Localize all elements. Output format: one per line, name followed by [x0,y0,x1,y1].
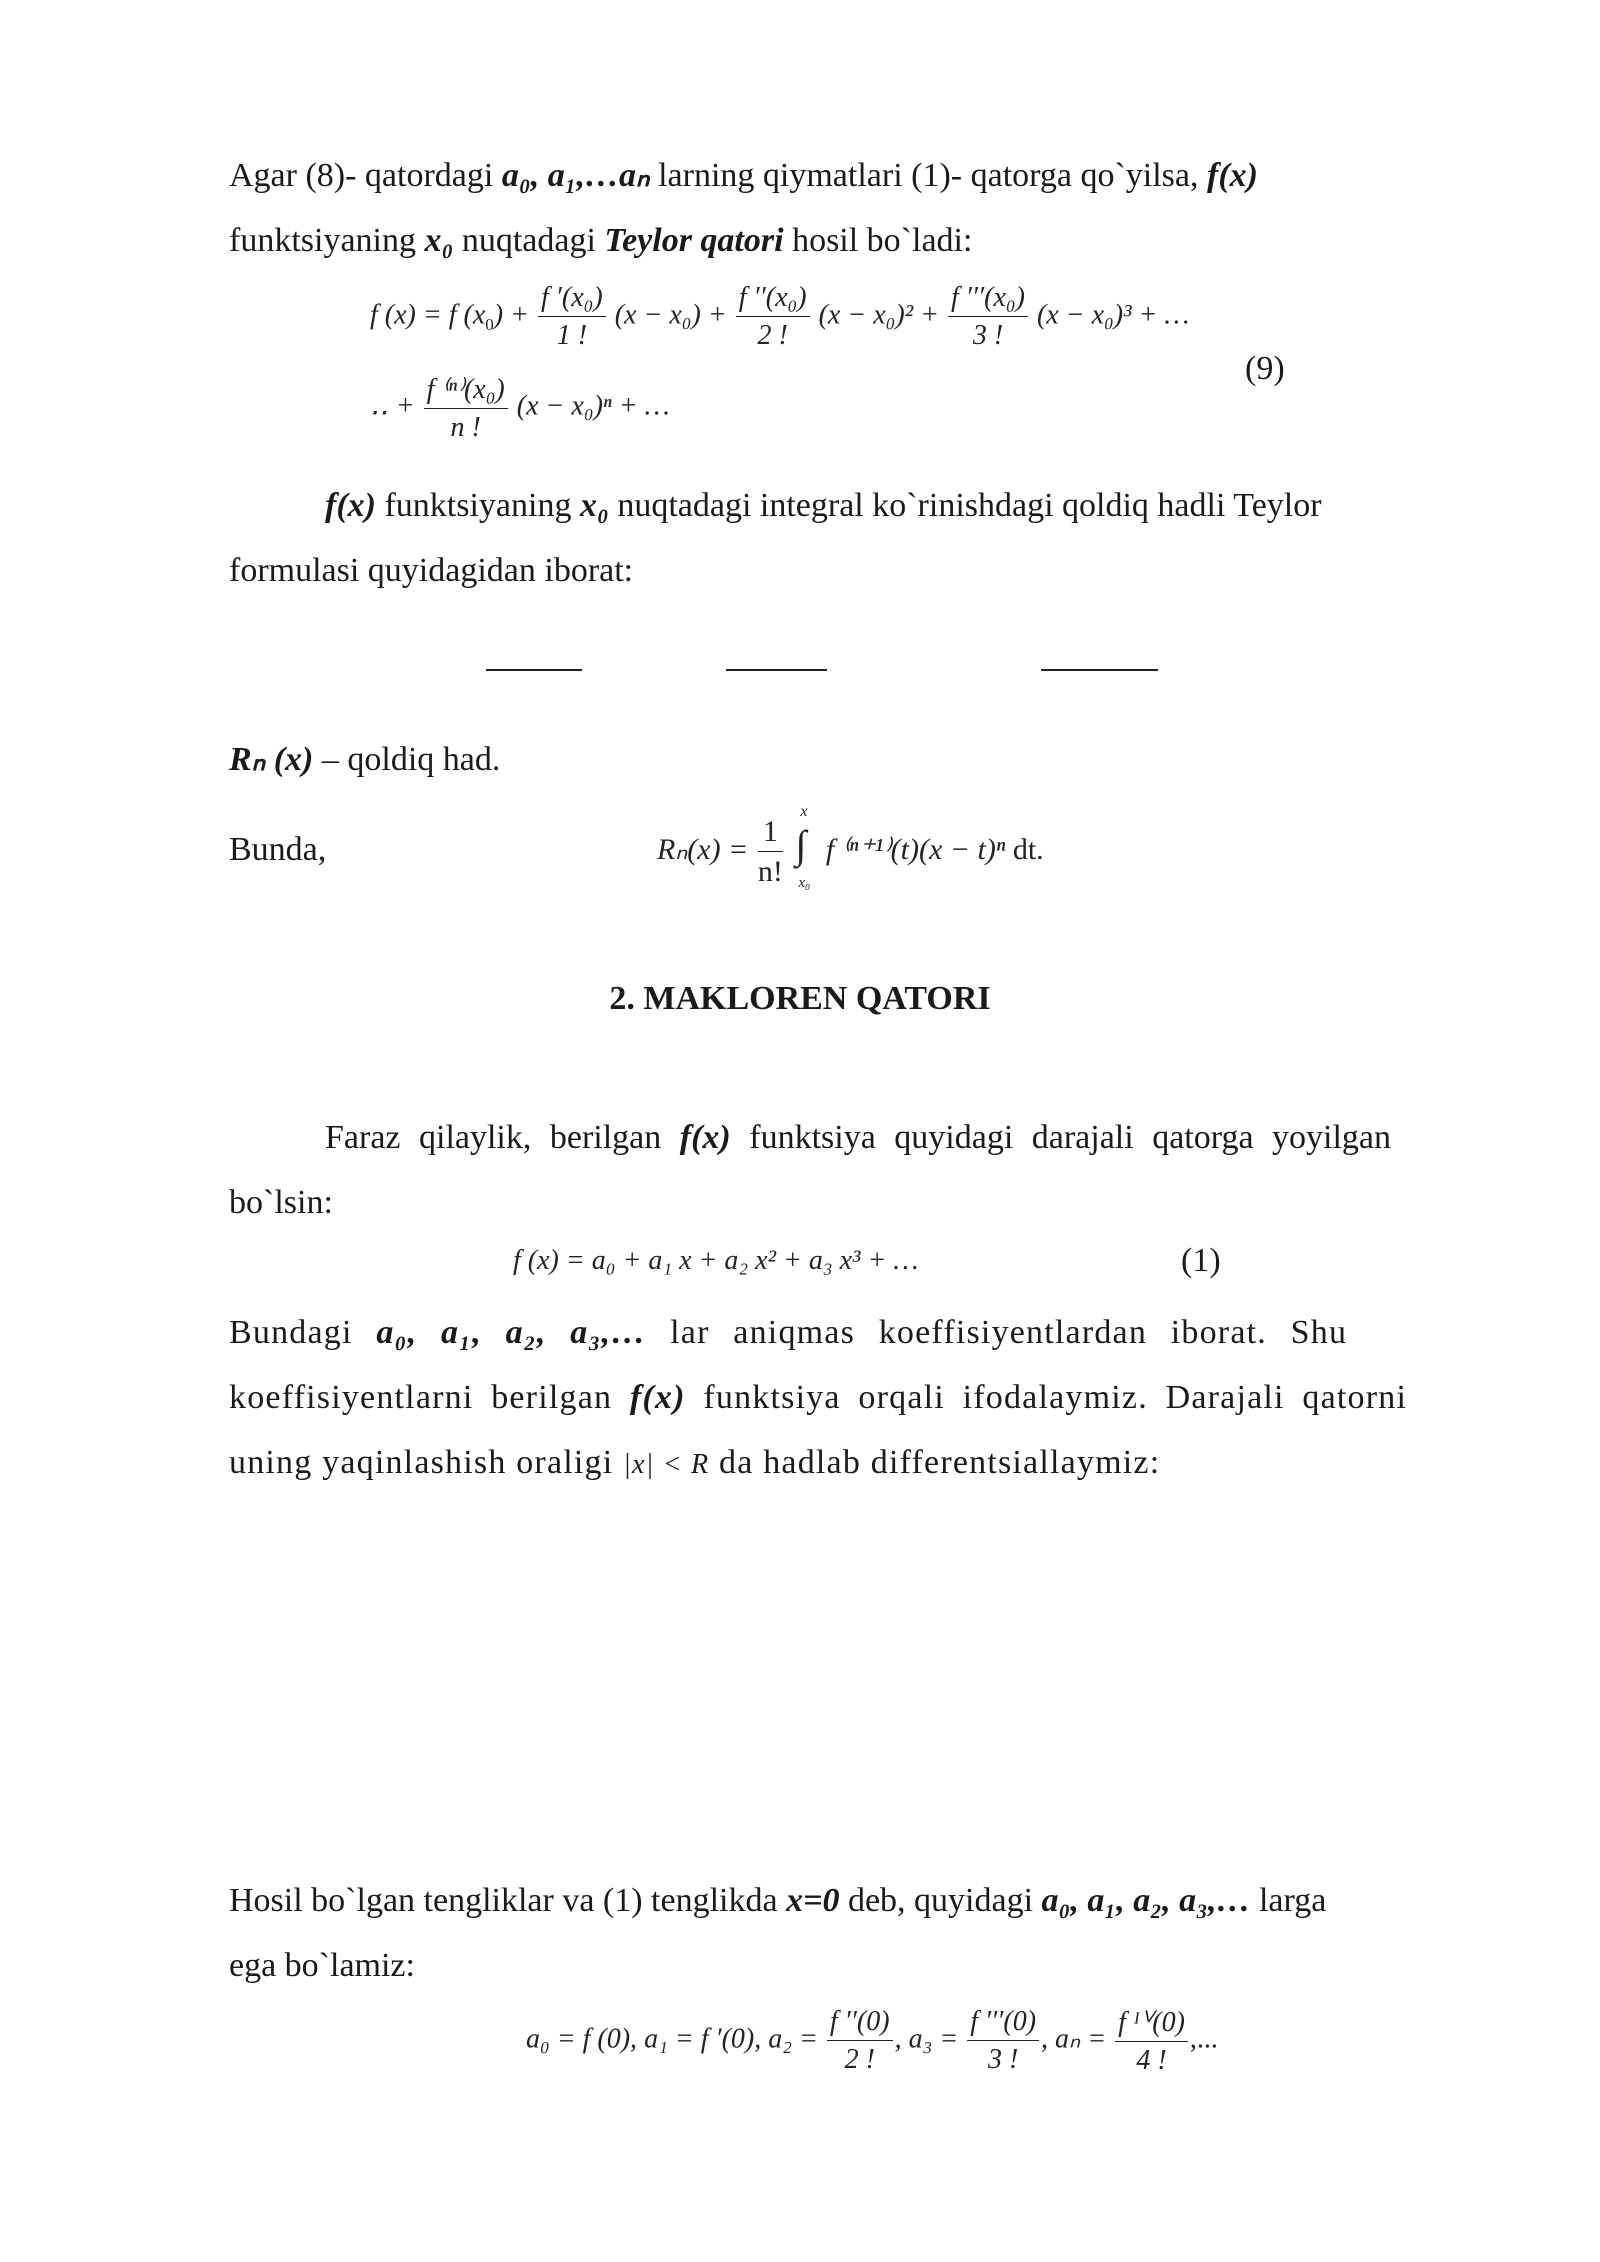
fx-label: f(x) [1207,157,1258,194]
text-run: funktsiya orqali ifodalaymiz. Darajali qatorni [685,1379,1408,1416]
paragraph-hosil-line2: ega bo`lamiz: [229,1947,415,1984]
fraction [736,282,810,352]
text-run: Agar (8)- qatordagi [229,157,502,194]
dt-text: dt. [1012,832,1044,866]
fraction-numerator: f ′′(x₀) [736,282,810,317]
eq-text: a₀ = f (0), [526,2023,638,2055]
bunda-word: Bunda, [229,831,327,868]
fraction-denominator: 2 ! [757,320,788,351]
text-run: Faraz qilaylik, berilgan [325,1119,680,1156]
fraction-numerator: f ᴵⱽ(0) [1115,2005,1188,2042]
fraction [948,282,1028,352]
coefficient-formulas [526,2005,1218,2077]
paragraph-makloren-intro-line2: bo`lsin: [229,1184,333,1221]
integral-upper-limit: x [800,803,808,820]
paragraph-integral-remainder-line2: formulasi quyidagidan iborat: [229,552,634,589]
eq-text: ) + [493,299,529,331]
fraction-numerator: f ⁽ⁿ⁾(x₀) [424,372,508,409]
fraction [967,2006,1039,2076]
fraction-numerator: 1 [758,815,783,852]
paragraph-hosil [229,1878,1489,1924]
integrand: f ⁽ⁿ⁺¹⁾(t)(x − t)ⁿ [825,832,1006,866]
x-equals-zero: x=0 [786,1882,840,1919]
eq-text: (x − x₀)³ + … [1036,299,1190,331]
paragraph-coefficients-line3 [229,1440,1160,1486]
fraction-numerator: f ′′(0) [827,2006,893,2041]
coef-a0: a₀, [501,157,540,194]
text-run: hosil bo`ladi: [783,222,973,259]
fx-label: f(x) [325,487,376,524]
text-run: Hosil bo`lgan tengliklar va (1) tenglikda [229,1882,787,1919]
eq-text: (x − x₀)² + [818,299,940,331]
equation-9-line2 [370,372,670,444]
text-run: da hadlab differentsiallaymiz: [709,1444,1161,1481]
text-run: – qoldiq had. [313,741,501,778]
fraction-denominator: 3 ! [972,320,1004,351]
fraction [538,282,606,352]
fraction-denominator: 1 ! [556,320,588,351]
text-run: deb, quyidagi [839,1882,1042,1919]
fx-label: f(x) [679,1119,731,1156]
fraction-numerator: f ′(x₀) [538,282,606,317]
equation-1: f (x) = a₀ + a₁ x + a₂ x² + a₃ x³ + … [513,1245,919,1276]
fraction-numerator: f ′′′(0) [967,2006,1039,2041]
paragraph-makloren-intro [229,1115,1485,1161]
text-run: funktsiyaning [229,222,425,259]
paragraph-integral-remainder [229,483,1485,529]
x0-label: x₀ [579,487,609,524]
eq-text: ‥ + [370,390,415,422]
fraction-denominator: 4 ! [1136,2045,1167,2076]
fraction [827,2006,893,2076]
remainder-definition [229,737,500,783]
coef-a1-an: a₁,…aₙ [547,157,650,194]
text-run: uning yaqinlashish oraligi [229,1444,624,1481]
fraction-denominator: 2 ! [844,2044,875,2075]
remainder-integral-formula [657,803,1044,891]
section-heading: 2. MAKLOREN QATORI [609,980,991,1017]
paragraph-teylor-intro [229,153,1485,199]
x0-label: x₀ [424,222,454,259]
paragraph-coefficients [229,1310,1489,1356]
integral-lower-limit: x₀ [798,875,811,891]
eq-text: (x − x₀)ⁿ + … [516,390,670,422]
integral-symbol: ∫ [795,822,807,867]
eq-text: ,... [1189,2023,1218,2055]
rn-label: Rₙ (x) [229,741,314,778]
convergence-condition: |x| < R [623,1449,710,1480]
fraction [758,815,783,889]
coefficient-list: a₀, a₁, a₂, a₃,… [376,1314,647,1351]
text-run: funktsiya quyidagi darajali qatorga yoyilgan [730,1119,1392,1156]
text-run: koeffisiyentlarni berilgan [229,1379,630,1416]
text-run: larning qiymatlari (1)- qatorga qo`yilsa, [649,157,1207,194]
blank-line [1041,669,1158,671]
blank-line [486,669,582,671]
eq-text: (x − x₀) + [614,299,727,331]
text-run: lar aniqmas koeffisiyentlardan iborat. Shu [646,1314,1348,1351]
fraction-numerator: f ′′′(x₀) [948,282,1028,317]
blank-line [726,669,827,671]
eq-text: a₂ = [768,2023,818,2055]
equation-9-line1: f (x) = f $(x_0)$ + $\frac{\text{f ′(x₀)}}{1 !}$ (x − x₀) + $\frac{\text{f ′′(x₀)}}{2 !}$ (x − x₀)² + $\frac{\text{f ′′′(x₀)}}{3 !}$ (x − x₀)³ + … [370,282,1190,351]
text-run: nuqtadagi integral ko`rinishdagi qoldiq hadli Teylor [608,487,1322,524]
coefficient-list: a₀, a₁, a₂, a₃,… [1041,1882,1251,1919]
paragraph-coefficients-line2 [229,1375,1489,1421]
fx-label: f(x) [629,1379,686,1416]
text-run: nuqtadagi [453,222,605,259]
eq-text: , a₃ = [894,2023,959,2055]
fraction-denominator: n! [757,855,783,888]
fraction-denominator: 3 ! [987,2044,1019,2075]
text-run: larga [1250,1882,1327,1919]
eq-text: , aₙ = [1041,2023,1107,2055]
equation-number-9: (9) [1245,350,1285,387]
eq-text: Rₙ(x) = [657,832,749,866]
teylor-term: Teylor qatori [604,222,784,259]
fraction-denominator: n ! [450,412,481,443]
equation-number-1: (1) [1181,1242,1221,1279]
eq-text: f (x) = f (x [370,299,486,331]
eq-text: a₁ = f ′(0), [644,2023,762,2055]
integral-sign [792,803,818,891]
text-run: Bundagi [229,1314,377,1351]
paragraph-teylor-intro-line2 [229,218,972,264]
text-run: funktsiyaning [375,487,580,524]
fraction [424,372,508,444]
fraction [1115,2005,1188,2077]
